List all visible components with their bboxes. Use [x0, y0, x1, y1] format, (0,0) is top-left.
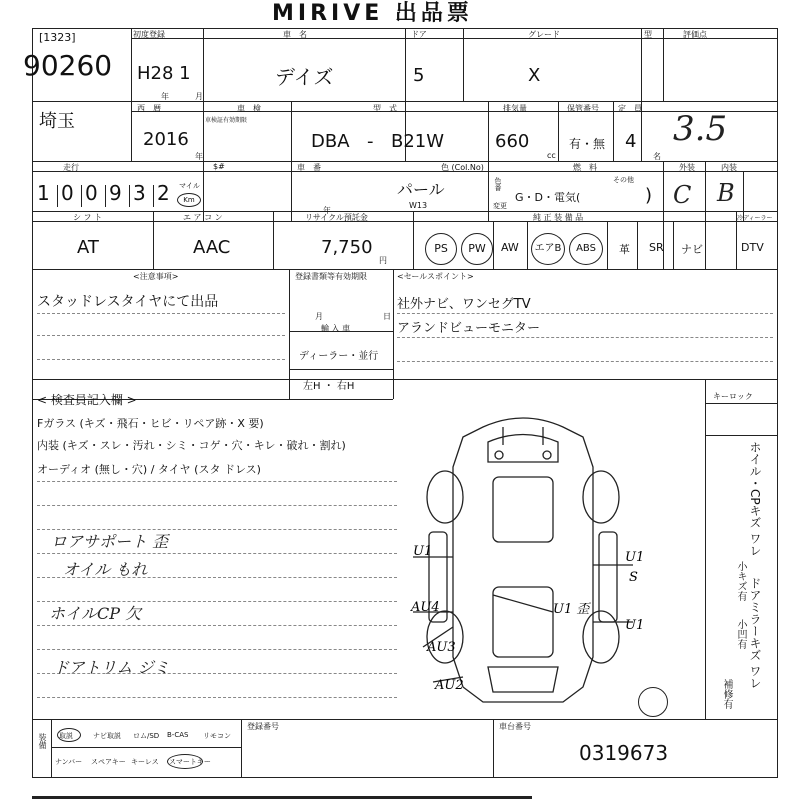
recycle-value: 7,750: [321, 237, 373, 258]
inspect-line-2: 内装 (キズ・スレ・汚れ・シミ・コゲ・穴・キレ・破れ・割れ): [37, 439, 346, 452]
month-label: 月: [315, 312, 323, 321]
label-doors: ドア: [411, 30, 427, 39]
diagram-label-au3: AU3: [427, 640, 456, 655]
sales-point-1: 社外ナビ、ワンセグTV: [397, 297, 531, 312]
label-vin: 車 番: [297, 163, 321, 172]
label-interior: 内装: [721, 163, 737, 172]
label-model: 型 式: [373, 104, 397, 113]
region: 埼玉: [39, 111, 75, 132]
label-extras: 装備: [38, 733, 47, 749]
extras-keyless: キーレス: [131, 758, 159, 766]
key-lock-label: キーロック: [713, 392, 753, 401]
label-equip: 純 正 装 備 品: [533, 213, 584, 222]
change-label: 変更: [493, 202, 507, 210]
label-name: 車 名: [283, 30, 307, 39]
caution-value: スタッドレスタイヤにて出品: [37, 294, 219, 310]
fuel-close: ): [645, 185, 653, 206]
equip-airbag: エアB: [531, 233, 565, 265]
color-no: W13: [409, 201, 428, 210]
exterior-value: C: [673, 181, 692, 209]
auction-sheet: [23, 28, 778, 778]
mileage-digit: 9: [109, 181, 122, 205]
cap-unit: 名: [653, 152, 661, 161]
extras-rom: ロム/SD: [133, 732, 160, 740]
equip-leather: 革: [619, 243, 630, 256]
miles-label: マイル: [179, 182, 200, 190]
fuel-value: G・D・電気(: [515, 191, 581, 204]
label-recycle: リサイクル預託金: [305, 213, 368, 222]
equip-sr: SR: [649, 241, 664, 254]
extras-bcas: B-CAS: [167, 731, 189, 739]
tsuki-label: 月: [195, 92, 203, 101]
mileage-digit: 2: [157, 181, 170, 205]
label-shift: シ フ ト: [73, 213, 103, 222]
equip-abs: ABS: [569, 233, 603, 265]
label-cooler: 冷ディーラー: [737, 215, 773, 222]
equip-ps: PS: [425, 233, 457, 265]
color-value: パール: [397, 180, 445, 199]
diagram-label-s: S: [629, 570, 638, 585]
handwritten-note-2: オイル もれ: [63, 560, 148, 579]
dealer-label: ディーラー・並行: [299, 351, 379, 362]
lot-number: 90260: [23, 49, 113, 82]
mileage-digit: 1: [37, 181, 50, 205]
diagram-label-roof: U1 歪: [553, 602, 590, 617]
label-dollar: $#: [213, 162, 225, 171]
equip-pw: PW: [461, 233, 493, 265]
import-label: 輸 入 車: [321, 324, 351, 333]
first-reg-value: H28 1: [137, 63, 191, 84]
inspect-line-3: オーディオ (無し・穴) / タイヤ (スタ ドレス): [37, 463, 261, 476]
extras-spare-key: スペアキー: [91, 758, 126, 766]
extras-remote: リモコン: [203, 732, 231, 740]
label-cc: 排気量: [503, 104, 527, 113]
handwritten-note-4: ドアトリム ジミ: [53, 658, 170, 677]
label-aircon: エ ア コ ン: [183, 213, 223, 222]
sheet-title: [0, 0, 800, 26]
page-title: MIRIVE 出品票: [272, 1, 473, 26]
year-value: 2016: [143, 129, 189, 150]
label-capacity: 定 員: [618, 104, 642, 113]
label-kata: 型: [644, 30, 652, 39]
extras-manual: 取説: [59, 732, 73, 740]
model-prefix: DBA: [311, 131, 350, 152]
interior-value: B: [717, 179, 735, 207]
diagram-label-u1-rear: U1: [625, 618, 645, 633]
diagram-label-u1-right: U1: [625, 550, 645, 565]
sales-point-2: アランドビューモニター: [397, 321, 541, 336]
side-legend-3: ドアミラーキズ ワレ: [748, 577, 762, 689]
mileage-digit: 3: [133, 181, 146, 205]
label-score: 評価点: [683, 30, 707, 39]
yen-label: 円: [379, 256, 387, 265]
cc-value: 660: [495, 131, 530, 152]
label-fuel: 燃 料: [573, 163, 597, 172]
km-label: Km: [177, 193, 201, 207]
handwritten-note-3: ホイルCP 欠: [49, 604, 142, 623]
extras-manual-circle: [57, 728, 81, 742]
equip-navi: ナビ: [681, 243, 703, 256]
mileage-digit: 0: [85, 181, 98, 205]
side-legend-5: 補修有: [721, 679, 732, 709]
row3-nen: 年: [323, 206, 331, 215]
score-value: 3.5: [673, 109, 728, 149]
side-legend-1: ホイル・CPキズ ワレ: [748, 441, 762, 557]
inspect-title: < 検査員記入欄 >: [37, 393, 137, 407]
day-label: 日: [383, 312, 391, 321]
extras-smart-key: スマートキー: [169, 758, 211, 766]
lot-bracket: [1323]: [39, 31, 76, 44]
side-legend-2: 小キズ有: [735, 561, 746, 601]
diagram-label-u1-left: U1: [413, 544, 433, 559]
doors-value: 5: [413, 65, 425, 86]
label-exterior: 外装: [679, 163, 695, 172]
nen-label: 年: [161, 92, 169, 101]
car-diagram: [393, 407, 653, 717]
label-registration: 登録番号: [247, 722, 279, 731]
label-color: 色 (Col.No): [441, 163, 484, 172]
label-mileage: 走行: [63, 163, 79, 172]
side-legend-4: 小凹有: [735, 619, 746, 649]
label-year: 西 暦: [137, 104, 161, 113]
extras-navi-manual: ナビ取説: [93, 732, 121, 740]
equip-dtv: DTV: [741, 241, 764, 254]
handle-label: 左H ・ 右H: [303, 381, 355, 392]
aircon-value: AAC: [193, 237, 231, 258]
chassis-number: 0319673: [579, 741, 669, 765]
label-shaken: 車 検: [237, 104, 261, 113]
label-grade: グレード: [528, 30, 560, 39]
label-holder: 保管番号: [567, 104, 599, 113]
extras-smart-key-circle: [167, 754, 203, 769]
label-sales: <セールスポイント>: [397, 272, 474, 281]
handwritten-note-1: ロアサポート 歪: [51, 532, 169, 551]
diagram-label-au4: AU4: [411, 600, 440, 615]
label-first-reg: 初度登録: [133, 30, 165, 39]
car-outline: [413, 418, 633, 702]
model-dash: -: [367, 131, 374, 152]
diagram-label-au2: AU2: [435, 678, 464, 693]
label-reg: 登録書類等有効期限: [295, 272, 367, 281]
car-name: デイズ: [275, 65, 334, 89]
year-unit: 年: [195, 152, 203, 161]
shift-value: AT: [77, 237, 99, 258]
inspect-line-1: Fガラス (キズ・飛石・ヒビ・リペア跡・X 要): [37, 417, 264, 430]
capacity-value: 4: [625, 131, 637, 152]
label-chassis: 車台番号: [499, 722, 531, 731]
extras-plate: ナンバー: [55, 758, 83, 766]
fuel-other: その他: [613, 176, 634, 184]
cc-unit: cc: [547, 151, 556, 160]
grade-value: X: [528, 65, 541, 86]
holder-value: 有・無: [569, 137, 606, 151]
equip-aw: AW: [501, 241, 519, 254]
label-caution: <注意事項>: [133, 272, 179, 281]
mileage-digit: 0: [61, 181, 74, 205]
color-sub-label: 色番: [494, 177, 502, 191]
model-code: B21W: [391, 131, 445, 152]
label-shaken-sub: 車検証有効期限: [205, 117, 248, 124]
